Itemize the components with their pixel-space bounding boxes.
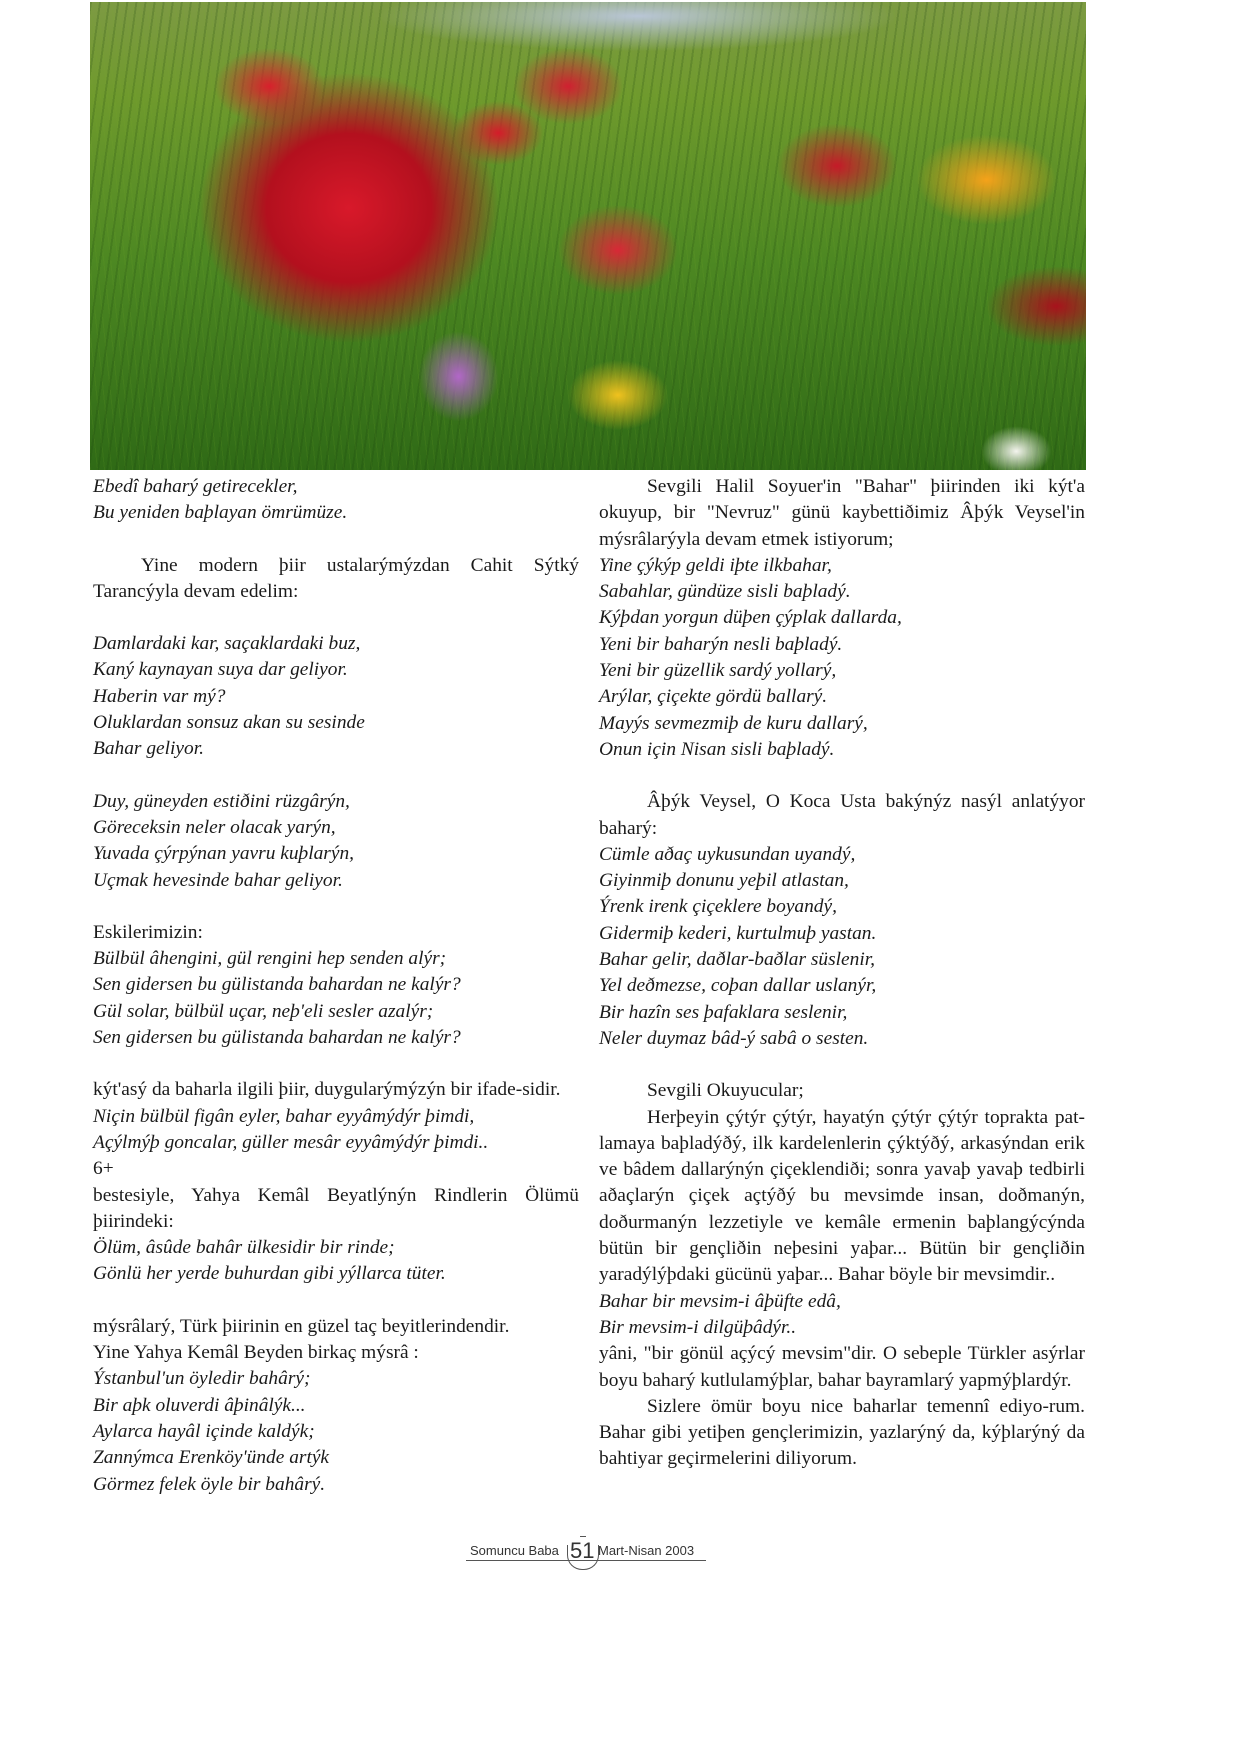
- verse-line: Kýþdan yorgun düþen çýplak dallarda,: [599, 607, 902, 629]
- verse-line: Gül solar, bülbül uçar, neþ'eli sesler azalýr;: [93, 1000, 434, 1022]
- magazine-name: Somuncu Baba: [470, 1543, 559, 1558]
- verse-line: Kaný kaynayan suya dar geliyor.: [93, 659, 348, 681]
- stanza-gap: [93, 1051, 579, 1077]
- stanza-gap: [93, 894, 579, 920]
- prose-paragraph: Sizlere ömür boyu nice baharlar temennî ediyo-rum. Bahar gibi yetiþen gençlerimizin, yazlarýný da, kýþlarýný da bahtiyar geçirmelerini diliyorum.: [599, 1395, 1085, 1470]
- prose-paragraph: Sevgili Halil Soyuer'in "Bahar" þiirinden iki kýt'a okuyup, bir "Nevruz" günü kaybettiðimiz Âþýk Veysel'in mýsrâlarýyla devam etmek istiyorum;: [599, 476, 1085, 550]
- verse-line: Gidermiþ kederi, kurtulmuþ yastan.: [599, 922, 877, 944]
- verse-line: Aylarca hayâl içinde kaldýk;: [93, 1420, 315, 1442]
- verse-line: Uçmak hevesinde bahar geliyor.: [93, 869, 343, 891]
- verse-line: Mayýs sevmezmiþ de kuru dallarý,: [599, 712, 868, 734]
- verse-line: Bir mevsim-i dilgüþâdýr..: [599, 1316, 797, 1338]
- verse-line: Yeni bir baharýn nesli baþladý.: [599, 633, 843, 655]
- prose-paragraph: Yine Yahya Kemâl Beyden birkaç mýsrâ :: [93, 1342, 419, 1364]
- verse-line: Neler duymaz bâd-ý sabâ o sesten.: [599, 1027, 869, 1049]
- verse-line: Ýrenk irenk çiçeklere boyandý,: [599, 896, 837, 918]
- prose-paragraph: Yine modern þiir ustalarýmýzdan Cahit Sýtký Tarancýyla devam edelim:: [93, 554, 579, 602]
- verse-line: Bahar bir mevsim-i âþüfte edâ,: [599, 1290, 841, 1312]
- verse-line: Giyinmiþ donunu yeþil atlastan,: [599, 870, 849, 892]
- verse-line: Bir aþk oluverdi âþinâlýk...: [93, 1394, 306, 1416]
- stanza-gap: [93, 763, 579, 789]
- verse-line: Görmez felek öyle bir bahârý.: [93, 1473, 326, 1495]
- verse-line: Niçin bülbül figân eyler, bahar eyyâmýdýr þimdi,: [93, 1105, 475, 1127]
- poppy-field-photo: [90, 2, 1086, 470]
- verse-line: Açýlmýþ goncalar, güller mesâr eyyâmýdýr þimdi..: [93, 1131, 489, 1153]
- stanza-gap: [93, 605, 579, 631]
- verse-line: Ýstanbul'un öyledir bahârý;: [93, 1368, 311, 1390]
- left-text-column: [93, 474, 579, 1498]
- right-text-column: [599, 474, 1085, 1473]
- verse-line: Gönlü her yerde buhurdan gibi yýllarca tüter.: [93, 1263, 446, 1285]
- verse-line: Bu yeniden baþlayan ömrümüze.: [93, 502, 348, 524]
- prose-paragraph: Herþeyin çýtýr çýtýr, hayatýn çýtýr çýtýr toprakta pat-lamaya baþladýðý, ilk kardelenlerin çýktýðý, arkasýndan erik ve bâdem dallarýnýn çiçeklendiði; sonra yavaþ yavaþ tedbirli aðaçlarýn çiçek açtýðý bu mevsimde insan, doðmanýn, doðurmanýn lezzetiyle ve kemâle ermenin baþlangýcýnda bütün bir gençliðin neþesini yaþar... Bütün bir gençliðin yaradýlýþdaki gücünü yaþar... Bahar böyle bir mevsimdir..: [599, 1106, 1085, 1286]
- verse-line: Bülbül âhengini, gül rengini hep senden alýr;: [93, 948, 447, 970]
- prose-paragraph: yâni, "bir gönül açýcý mevsim"dir. O sebeple Türkler asýrlar boyu baharý kutlulamýþlar, bahar bayramlarý yapmýþlardýr.: [599, 1343, 1085, 1391]
- verse-line: Duy, güneyden estiðini rüzgârýn,: [93, 790, 350, 812]
- verse-line: Yeni bir güzellik sardý yollarý,: [599, 660, 837, 682]
- verse-line: Bahar geliyor.: [93, 738, 204, 760]
- verse-line: Bahar gelir, daðlar-baðlar süslenir,: [599, 949, 875, 971]
- prose-paragraph: Âþýk Veysel, O Koca Usta bakýnýz nasýl anlatýyor baharý:: [599, 791, 1085, 839]
- verse-line: Onun için Nisan sisli baþladý.: [599, 738, 835, 760]
- verse-line: Haberin var mý?: [93, 685, 226, 707]
- prose-paragraph: bestesiyle, Yahya Kemâl Beyatlýnýn Rindlerin Ölümü þiirindeki:: [93, 1184, 579, 1232]
- prose-paragraph: 6+: [93, 1158, 114, 1180]
- page-footer: [466, 1538, 706, 1568]
- stanza-gap: [93, 527, 579, 553]
- prose-paragraph: mýsrâlarý, Türk þiirinin en güzel taç beyitlerindendir.: [93, 1315, 510, 1337]
- verse-line: Bir hazîn ses þafaklara seslenir,: [599, 1001, 848, 1023]
- verse-line: Yel deðmezse, coþan dallar uslanýr,: [599, 975, 877, 997]
- verse-line: Damlardaki kar, saçaklardaki buz,: [93, 633, 361, 655]
- verse-line: Yine çýkýp geldi iþte ilkbahar,: [599, 554, 832, 576]
- verse-line: Göreceksin neler olacak yarýn,: [93, 816, 336, 838]
- verse-line: Zannýmca Erenköy'ünde artýk: [93, 1447, 330, 1469]
- issue-date: Mart-Nisan 2003: [598, 1543, 695, 1558]
- verse-line: Sabahlar, gündüze sisli baþladý.: [599, 581, 851, 603]
- stanza-gap: [93, 1288, 579, 1314]
- stanza-gap: [599, 1052, 1085, 1078]
- stanza-gap: [599, 763, 1085, 789]
- verse-line: Ölüm, âsûde bahâr ülkesidir bir rinde;: [93, 1237, 395, 1259]
- verse-line: Ebedî baharý getirecekler,: [93, 476, 298, 497]
- verse-line: Cümle aðaç uykusundan uyandý,: [599, 843, 856, 865]
- verse-line: Arýlar, çiçekte gördü ballarý.: [599, 686, 828, 708]
- verse-line: Sen gidersen bu gülistanda bahardan ne kalýr?: [93, 1027, 461, 1049]
- verse-line: Sen gidersen bu gülistanda bahardan ne kalýr?: [93, 974, 461, 996]
- verse-line: Oluklardan sonsuz akan su sesinde: [93, 712, 365, 734]
- prose-paragraph: kýt'asý da baharla ilgili þiir, duygularýmýzýn bir ifade-sidir.: [93, 1079, 561, 1101]
- verse-line: Yuvada çýrpýnan yavru kuþlarýn,: [93, 843, 355, 865]
- page-number-mark: [580, 1536, 586, 1537]
- page-number: 51: [570, 1538, 595, 1563]
- prose-paragraph: Eskilerimizin:: [93, 921, 203, 943]
- prose-paragraph: Sevgili Okuyucular;: [647, 1080, 804, 1102]
